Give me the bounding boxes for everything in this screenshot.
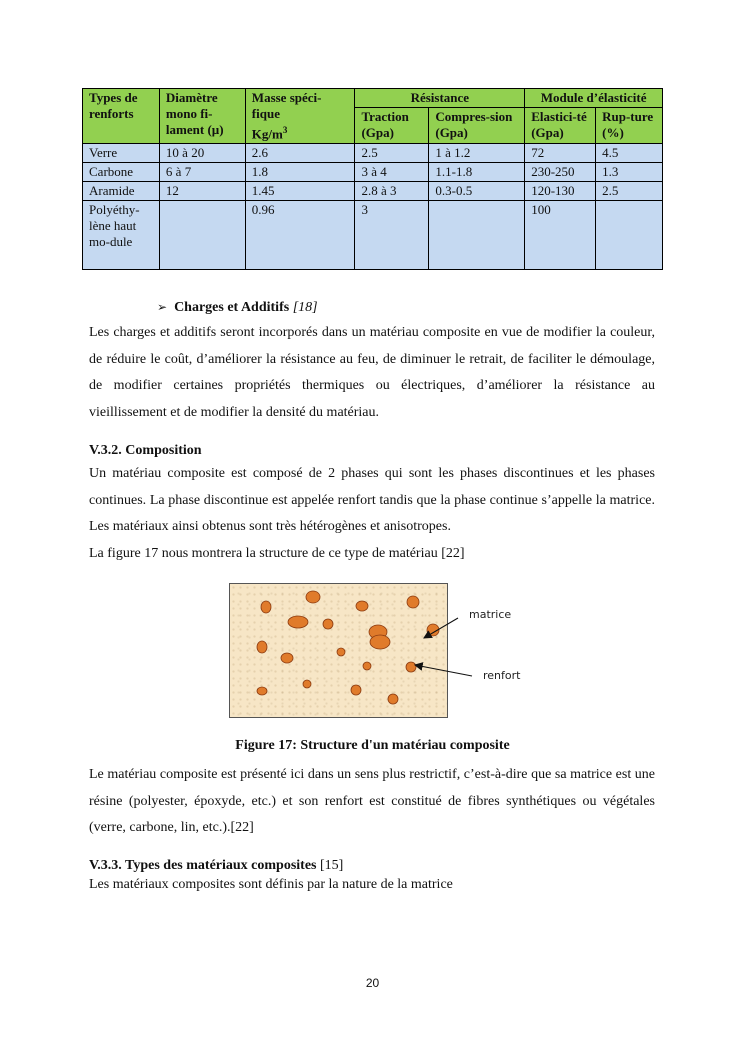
cell-traction: 3 à 4 (355, 163, 429, 182)
renfort-arrow (415, 665, 472, 676)
cell-compression: 0.3-0.5 (429, 182, 525, 201)
cell-type: Aramide (83, 182, 160, 201)
bullet-ref: [18] (292, 300, 318, 315)
cell-masse: 1.45 (245, 182, 355, 201)
header-traction: Traction (Gpa) (355, 108, 429, 144)
heading-types-ref: [15] (320, 858, 344, 873)
paragraph-resine: Le matériau composite est présenté ici dans un sens plus restrictif, c’est-à-dire que sa matrice est une résine (polyester, époxyde, etc.) et son renfort est constitué de fibres synthétiques ou végétales (verre, carbone, lin, etc.).[22] (89, 767, 655, 835)
cell-diam: 12 (159, 182, 245, 201)
header-diametre: Diamètre mono fi-lament (µ) (159, 89, 245, 144)
cell-rupture: 1.3 (596, 163, 663, 182)
heading-composition: V.3.2. Composition (89, 443, 202, 458)
figure-caption: Figure 17: Structure d'un matériau composite (235, 738, 510, 753)
cell-elasticite: 72 (525, 144, 596, 163)
header-compression: Compres-sion (Gpa) (429, 108, 525, 144)
header-module: Module d’élasticité (525, 89, 663, 108)
label-matrice: matrice (469, 608, 512, 621)
arrow-bullet-icon: ➢ (157, 300, 168, 314)
matrice-arrow (424, 618, 458, 638)
cell-diam: 6 à 7 (159, 163, 245, 182)
cell-elasticite: 120-130 (525, 182, 596, 201)
cell-compression: 1.1-1.8 (429, 163, 525, 182)
cell-type: Polyéthy-lène haut mo-dule (83, 201, 160, 270)
cell-elasticite: 230-250 (525, 163, 596, 182)
cell-rupture: 4.5 (596, 144, 663, 163)
cell-masse: 0.96 (245, 201, 355, 270)
cell-traction: 2.8 à 3 (355, 182, 429, 201)
header-masse: Masse spéci-fique $Kg/m^3$ (245, 89, 355, 144)
cell-type: Verre (83, 144, 160, 163)
heading-types-text: V.3.3. Types des matériaux composites (89, 858, 317, 873)
header-resistance: Résistance (355, 89, 525, 108)
cell-type: Carbone (83, 163, 160, 182)
paragraph-types: Les matériaux composites sont définis par la nature de la matrice (89, 877, 453, 892)
paragraph-composition: Un matériau composite est composé de 2 phases qui sont les phases discontinues et les phases continues. La phase discontinue est appelée renfort tandis que la phase continue s’appelle la matrice. Les matériaux ainsi obtenus sont très hétérogènes et anisotropes. (89, 466, 655, 534)
cell-elasticite: 100 (525, 201, 596, 270)
cell-traction: 3 (355, 201, 429, 270)
cell-traction: 2.5 (355, 144, 429, 163)
header-elasticite: Elastici-té (Gpa) (525, 108, 596, 144)
cell-diam: 10 à 20 (159, 144, 245, 163)
bullet-title: Charges et Additifs (174, 300, 290, 315)
label-renfort: renfort (483, 669, 521, 682)
figure-intro: La figure 17 nous montrera la structure de ce type de matériau [22] (89, 546, 465, 561)
cell-compression: 1 à 1.2 (429, 144, 525, 163)
heading-types (89, 857, 343, 875)
cell-masse: 2.6 (245, 144, 355, 163)
paragraph-charges: Les charges et additifs seront incorporés dans un matériau composite en vue de modifier la couleur, de réduire le coût, d’améliorer la résistance au feu, de diminuer le retrait, de faciliter le démoulage, de modifier certaines propriétés thermiques ou électriques, d’améliorer la résistance au vieillissement et de modifier la densité du matériau. (89, 325, 655, 420)
page-number: 20 (365, 976, 380, 990)
cell-rupture: 2.5 (596, 182, 663, 201)
header-types: Types de renforts (83, 89, 160, 144)
cell-masse: 1.8 (245, 163, 355, 182)
header-rupture: Rup-ture (%) (596, 108, 663, 144)
